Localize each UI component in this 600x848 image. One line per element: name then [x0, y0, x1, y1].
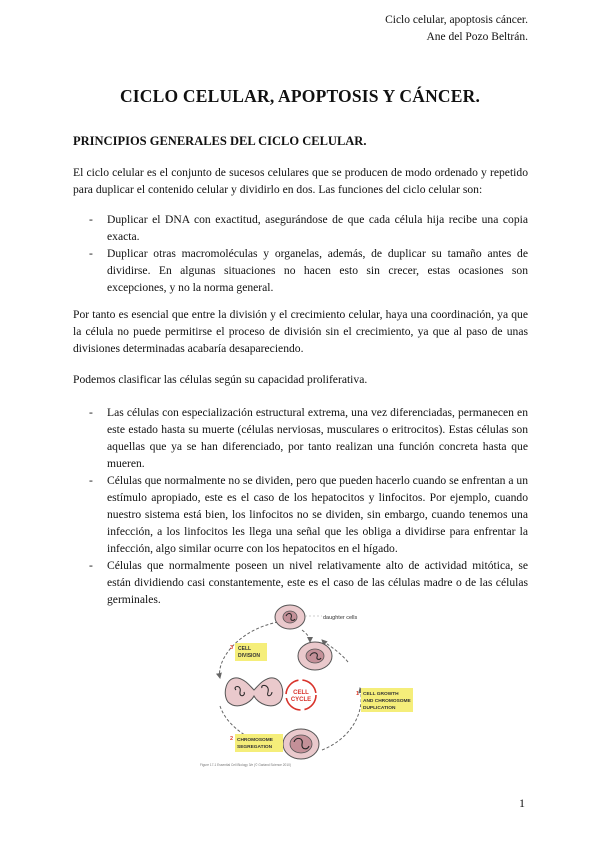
cell-division-label	[230, 643, 267, 661]
running-header	[385, 12, 528, 46]
segregation-number: 2	[230, 736, 234, 742]
section-title: PRINCIPIOS GENERALES DEL CICLO CELULAR.	[73, 134, 367, 148]
classification-paragraph: Podemos clasificar las células según su capacidad proliferativa.	[73, 373, 368, 386]
cell-cycle-center	[286, 680, 316, 710]
figure-credit: Figure 17-1 Essential Cell Biology 3/e (© Garland Science 2010)	[200, 763, 291, 767]
dividing-cell	[225, 678, 283, 706]
daughter-cell	[275, 605, 305, 629]
cell-division-line-1: CELL	[238, 646, 252, 652]
cell-cycle-line-2: CYCLE	[290, 697, 312, 703]
segregating-cell	[283, 729, 319, 759]
coordination-paragraph: Por tanto es esencial que entre la división y el crecimiento celular, haya una coordinación, ya que la célula no puede permitirse el proceso de división sin el crecimiento, ya que al paso de unas divisiones determinadas acabaría desapareciendo.	[73, 308, 528, 355]
cell-growth-label	[356, 688, 413, 712]
list-item: - Células que normalmente no se dividen, pero que pueden hacerlo cuando se enfrentan a un estímulo apropiado, este es el caso de los hepatocitos y linfocitos. Por ejemplo, cuando nuestro sistema está bien, los linfocitos no se dividen, sin embargo, cuando tenemos una infección, a los linfocitos les llega una señal que les obliga a dividirse para enfrentar la infección, algo similar ocurre con los hepatocitos en el hígado.	[73, 472, 528, 557]
list-item: - Células que normalmente poseen un nivel relativamente alto de actividad mitótica, se están dividiendo casi constantemente, este es el caso de las células madre o de las células germinales.	[73, 557, 528, 608]
list-item: - Las células con especialización estructural extrema, una vez diferenciadas, permanecen en este estado hasta su muerte (células nerviosas, musculares o eritrocitos). Estas células son aquellas que ya se han diferenciado, por tanto realizan una función concreta hasta que mueren.	[73, 404, 528, 472]
cell-cycle-line-1: CELL	[293, 690, 309, 696]
functions-list	[73, 211, 528, 296]
list-item: - Duplicar el DNA con exactitud, asegurándose de que cada célula hija recibe una copia exacta.	[73, 211, 528, 245]
segregation-line-2: SEGREGATION	[237, 745, 273, 750]
cell-growth-line-3: DUPLICATION	[363, 706, 396, 711]
cell-growth-number: 1	[356, 691, 360, 697]
cell-cycle-figure	[198, 600, 416, 772]
cell-types-list	[73, 404, 528, 608]
growing-cell	[298, 642, 332, 670]
intro-paragraph: El ciclo celular es el conjunto de sucesos celulares que se producen de modo ordenado y repetido para duplicar el contenido celular y dividirlo en dos. Las funciones del ciclo celular son:	[73, 166, 528, 196]
cell-growth-line-2: AND CHROMOSOME	[363, 699, 411, 704]
chromosome-segregation-label	[230, 734, 283, 752]
segregation-line-1: CHROMOSOME	[237, 738, 273, 743]
document-title: CICLO CELULAR, APOPTOSIS Y CÁNCER.	[119, 86, 481, 106]
header-line-1: Ciclo celular, apoptosis cáncer.	[385, 14, 528, 26]
cell-division-line-2: DIVISION	[238, 653, 260, 659]
header-line-2: Ane del Pozo Beltrán.	[426, 31, 528, 43]
cell-division-number: 3	[230, 645, 234, 651]
cell-growth-line-1: CELL GROWTH	[363, 692, 399, 697]
daughter-cells-label: daughter cells	[323, 615, 358, 621]
page-number: 1	[519, 796, 525, 810]
list-item: - Duplicar otras macromoléculas y organelas, además, de duplicar su tamaño antes de dividirse. En algunas situaciones no hacen esto sin crecer, estas ocasiones son excepciones, y no la norma general.	[73, 245, 528, 296]
